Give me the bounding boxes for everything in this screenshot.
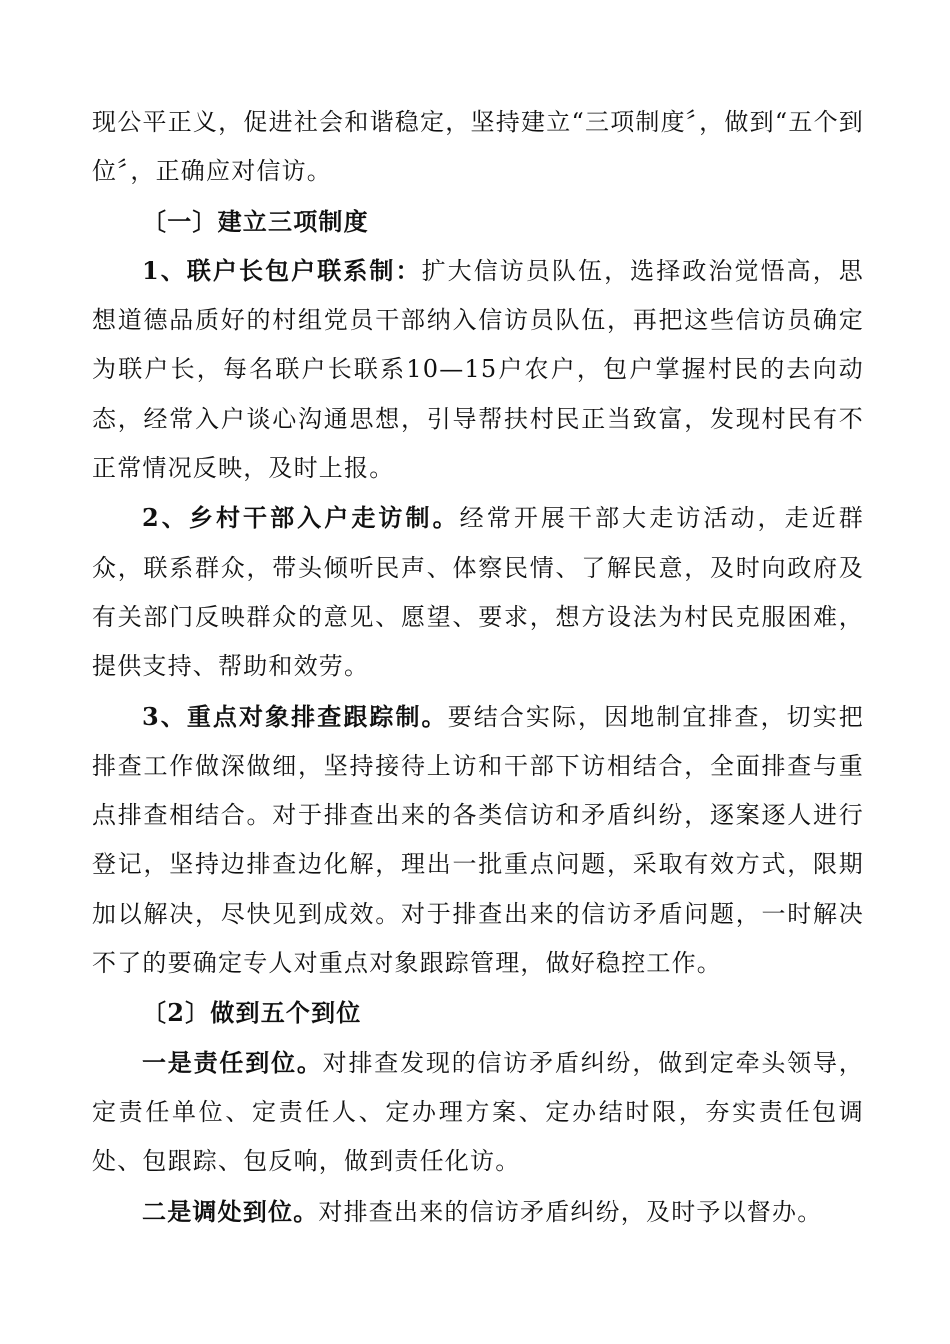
point-1-body: 对排查发现的信访矛盾纠纷，做到定牵头领导，定责任单位、定责任人、定办理方案、定办结时限，夯实责任包调处、包跟踪、包反响，做到责任化访。 [92, 1048, 864, 1176]
item-1-body: 扩大信访员队伍，选择政治觉悟高，思想道德品质好的村组党员干部纳入信访员队伍，再把这些信访员确定为联户长，每名联户长联系10—15户农户，包户掌握村民的去向动态，经常入户谈心沟通思想，引导帮扶村民正当致富，发现村民有不正常情况反映，及时上报。 [92, 256, 864, 483]
item-3-lead: 3、重点对象排查跟踪制。 [142, 701, 448, 731]
intro-paragraph: 现公平正义，促进社会和谐稳定，坚持建立“三项制度〞，做到“五个到位〞，正确应对信访。 [92, 108, 864, 186]
section-heading-three-systems: 〔一〕建立三项制度 [142, 206, 369, 236]
paragraph-item-1 [92, 246, 864, 493]
paragraph-item-3 [92, 692, 864, 989]
item-1-lead: 1、联户长包户联系制： [142, 255, 422, 285]
point-2-body: 对排查出来的信访矛盾纠纷，及时予以督办。 [318, 1197, 823, 1226]
paragraph-point-1 [92, 1038, 864, 1187]
item-2-body: 经常开展干部大走访活动，走近群众，联系群众，带头倾听民声、体察民情、了解民意，及时向政府及有关部门反映群众的意见、愿望、要求，想方设法为村民克服困难，提供支持、帮助和效劳。 [92, 504, 864, 681]
item-2-lead: 2、乡村干部入户走访制。 [142, 503, 460, 533]
point-1-lead: 一是责任到位。 [142, 1047, 323, 1077]
item-3-body: 要结合实际，因地制宜排查，切实把排查工作做深做细，坚持接待上访和干部下访相结合，全面排查与重点排查相结合。对于排查出来的各类信访和矛盾纠纷，逐案逐人进行登记，坚持边排查边化解，理出一批重点问题，采取有效方式，限期加以解决，尽快见到成效。对于排查出来的信访矛盾问题，一时解决不了的要确定专人对重点对象跟踪管理，做好稳控工作。 [92, 702, 864, 978]
paragraph-point-2 [92, 1187, 864, 1237]
section-heading-five-in-place: 〔2〕做到五个到位 [142, 998, 362, 1028]
paragraph-item-2 [92, 493, 864, 691]
document-body [92, 98, 864, 1237]
point-2-lead: 二是调处到位。 [142, 1196, 319, 1226]
